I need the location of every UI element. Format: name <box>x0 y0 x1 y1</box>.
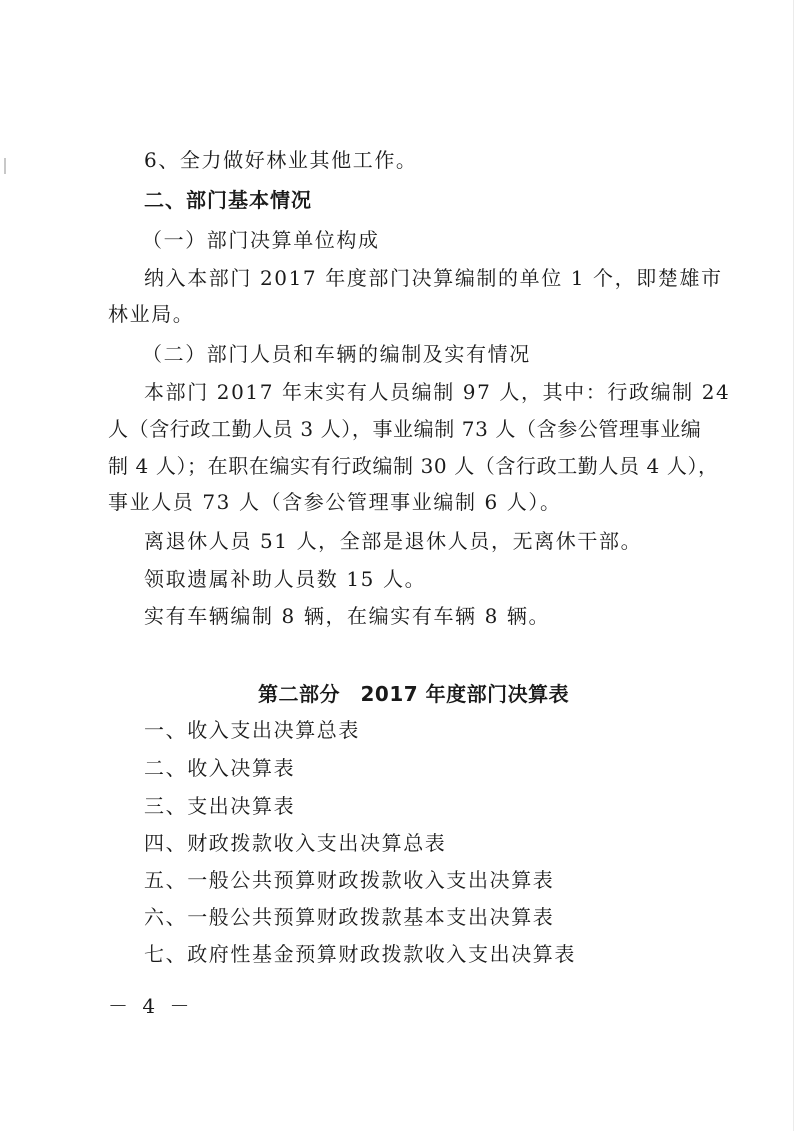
subsection-2-para-line-2: 人（含行政工勤人员 3 人），事业编制 73 人（含参公管理事业编 <box>108 417 702 441</box>
margin-mark <box>4 158 6 174</box>
table-list-item-1: 一、收入支出决算总表 <box>144 718 360 742</box>
subsection-2-para-line-3: 制 4 人）；在职在编实有行政编制 30 人（含行政工勤人员 4 人）， <box>108 454 719 478</box>
table-list-item-5: 五、一般公共预算财政拨款收入支出决算表 <box>144 868 555 892</box>
table-list-item-7: 七、政府性基金预算财政拨款收入支出决算表 <box>144 942 576 966</box>
retired-staff-text: 离退休人员 51 人，全部是退休人员，无离休干部。 <box>144 529 643 553</box>
page-number: － 4 － <box>108 994 194 1018</box>
vehicles-text: 实有车辆编制 8 辆，在编实有车辆 8 辆。 <box>144 604 551 628</box>
table-list-item-2: 二、收入决算表 <box>144 756 296 780</box>
subsection-1-heading: （一）部门决算单位构成 <box>142 228 380 252</box>
section-2-heading: 二、部门基本情况 <box>144 188 312 212</box>
subsection-1-para-line-2: 林业局。 <box>108 302 195 326</box>
table-list-item-3: 三、支出决算表 <box>144 794 296 818</box>
subsection-2-heading: （二）部门人员和车辆的编制及实有情况 <box>142 342 531 366</box>
subsection-2-para-line-4: 事业人员 73 人（含参公管理事业编制 6 人）。 <box>108 490 562 514</box>
item-6-text: 6、全力做好林业其他工作。 <box>144 148 418 172</box>
subsection-2-para-line-1: 本部门 2017 年末实有人员编制 97 人，其中：行政编制 24 <box>144 380 731 404</box>
table-list-item-6: 六、一般公共预算财政拨款基本支出决算表 <box>144 905 555 929</box>
scan-edge-line <box>793 0 794 1131</box>
subsection-1-para-line-1: 纳入本部门 2017 年度部门决算编制的单位 1 个，即楚雄市 <box>144 266 723 290</box>
table-list-item-4: 四、财政拨款收入支出决算总表 <box>144 831 447 855</box>
part-2-title: 第二部分 2017 年度部门决算表 <box>258 682 570 706</box>
survivor-subsidy-text: 领取遗属补助人员数 15 人。 <box>144 567 427 591</box>
